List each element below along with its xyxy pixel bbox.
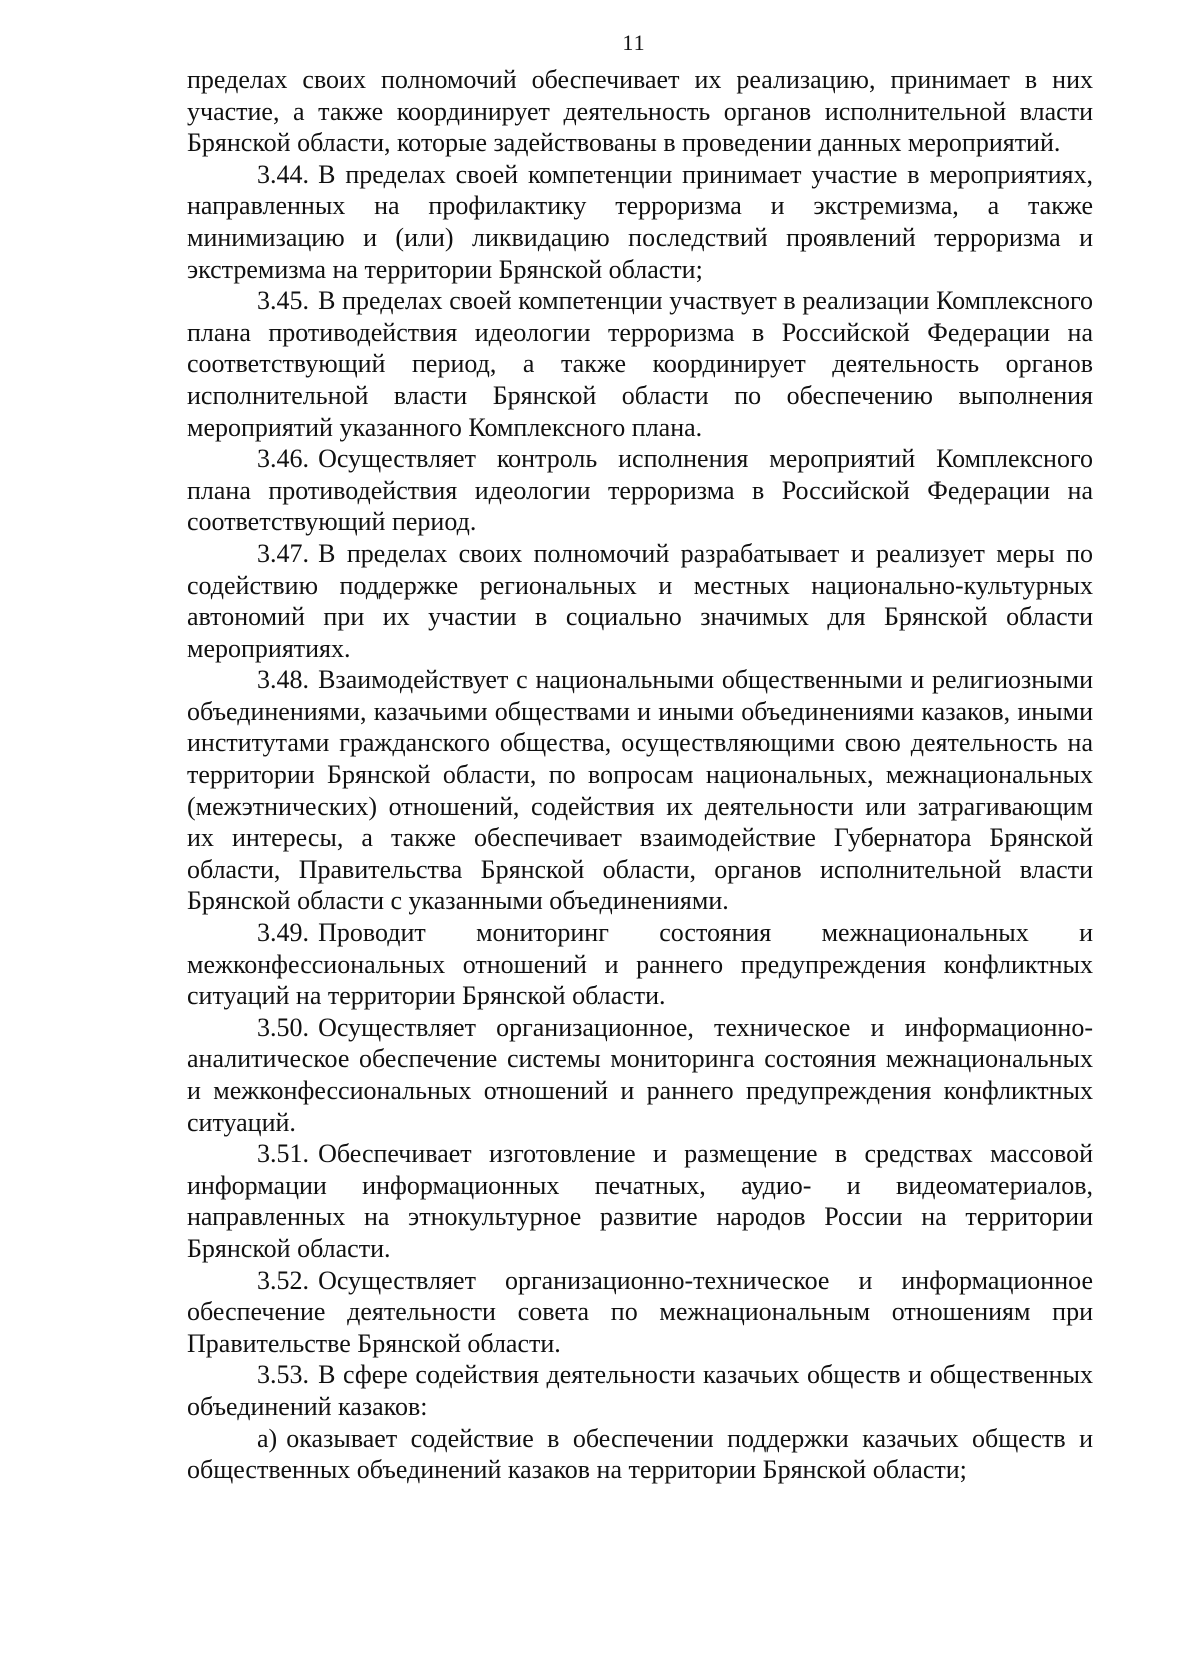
paragraph-number: 3.49. bbox=[257, 918, 309, 948]
paragraph-3-51 bbox=[187, 1138, 1093, 1264]
paragraph-number: 3.52. bbox=[257, 1265, 309, 1295]
document-body bbox=[187, 64, 1093, 1486]
paragraph-text: В пределах своих полномочий разрабатывает и реализует меры по содействию поддержке региональных и местных национально-культурных автономий при их участии в социально значимых для Брянской области мероприятиях. bbox=[187, 538, 1093, 663]
paragraph-number: 3.45. bbox=[257, 286, 309, 316]
paragraph-number: 3.48. bbox=[257, 665, 309, 695]
paragraph-text: оказывает содействие в обеспечении поддержки казачьих обществ и общественных объединений казаков на территории Брянской области; bbox=[187, 1423, 1093, 1485]
paragraph-text: Осуществляет организационно-техническое и информационное обеспечение деятельности совета по межнациональным отношениям при Правительстве Брянской области. bbox=[187, 1265, 1093, 1358]
page-number: 11 bbox=[622, 30, 646, 55]
paragraph-text: Проводит мониторинг состояния межнациональных и межконфессиональных отношений и раннего предупреждения конфликтных ситуаций на территории Брянской области. bbox=[187, 918, 1093, 1011]
paragraph-number: а) bbox=[257, 1423, 278, 1453]
paragraph-text: В пределах своей компетенции принимает участие в мероприятиях, направленных на профилактику терроризма и экстремизма, а также минимизацию и (или) ликвидацию последствий проявлений терроризма и экстремизма на территории Брянской области; bbox=[187, 159, 1093, 284]
paragraph-3-46 bbox=[187, 443, 1093, 538]
paragraph-text: Осуществляет организационное, техническое и информационно-аналитическое обеспечение системы мониторинга состояния межнациональных и межконфессиональных отношений и раннего предупреждения конфликтных ситуаций. bbox=[187, 1012, 1093, 1137]
paragraph-3-52 bbox=[187, 1265, 1093, 1360]
paragraph-3-45 bbox=[187, 285, 1093, 443]
paragraph-3-49 bbox=[187, 917, 1093, 1012]
paragraph-text: Взаимодействует с национальными общественными и религиозными объединениями, казачьими обществами и иными объединениями казаков, иными институтами гражданского общества, осуществляющими свою деятельность на территории Брянской области, по вопросам национальных, межнациональных (межэтнических) отношений, содействия их деятельности или затрагивающим их интересы, а также обеспечивает взаимодействие Губернатора Брянской области, Правительства Брянской области, органов исполнительной власти Брянской области с указанными объединениями. bbox=[187, 665, 1093, 916]
paragraph-number: 3.44. bbox=[257, 159, 309, 189]
paragraph-continuation bbox=[187, 64, 1093, 159]
subparagraph-a bbox=[187, 1423, 1093, 1486]
paragraph-text: пределах своих полномочий обеспечивает их реализацию, принимает в них участие, а также координирует деятельность органов исполнительной власти Брянской области, которые задействованы в проведении данных мероприятий. bbox=[187, 65, 1093, 158]
paragraph-number: 3.53. bbox=[257, 1360, 309, 1390]
paragraph-number: 3.46. bbox=[257, 444, 309, 474]
paragraph-number: 3.51. bbox=[257, 1139, 309, 1169]
paragraph-3-47 bbox=[187, 538, 1093, 664]
paragraph-text: В сфере содействия деятельности казачьих обществ и общественных объединений казаков: bbox=[187, 1360, 1093, 1421]
paragraph-text: В пределах своей компетенции участвует в реализации Комплексного плана противодействия идеологии терроризма в Российской Федерации на соответствующий период, а также координирует деятельность органов исполнительной власти Брянской области по обеспечению выполнения мероприятий указанного Комплексного плана. bbox=[187, 286, 1093, 442]
paragraph-number: 3.50. bbox=[257, 1012, 309, 1042]
paragraph-3-50 bbox=[187, 1012, 1093, 1138]
paragraph-3-44 bbox=[187, 159, 1093, 285]
paragraph-text: Осуществляет контроль исполнения мероприятий Комплексного плана противодействия идеологии терроризма в Российской Федерации на соответствующий период. bbox=[187, 444, 1093, 537]
paragraph-3-48 bbox=[187, 664, 1093, 917]
paragraph-text: Обеспечивает изготовление и размещение в средствах массовой информации информационных печатных, аудио- и видеоматериалов, направленных на этнокультурное развитие народов России на территории Брянской области. bbox=[187, 1139, 1093, 1263]
paragraph-number: 3.47. bbox=[257, 538, 309, 568]
paragraph-3-53 bbox=[187, 1359, 1093, 1422]
